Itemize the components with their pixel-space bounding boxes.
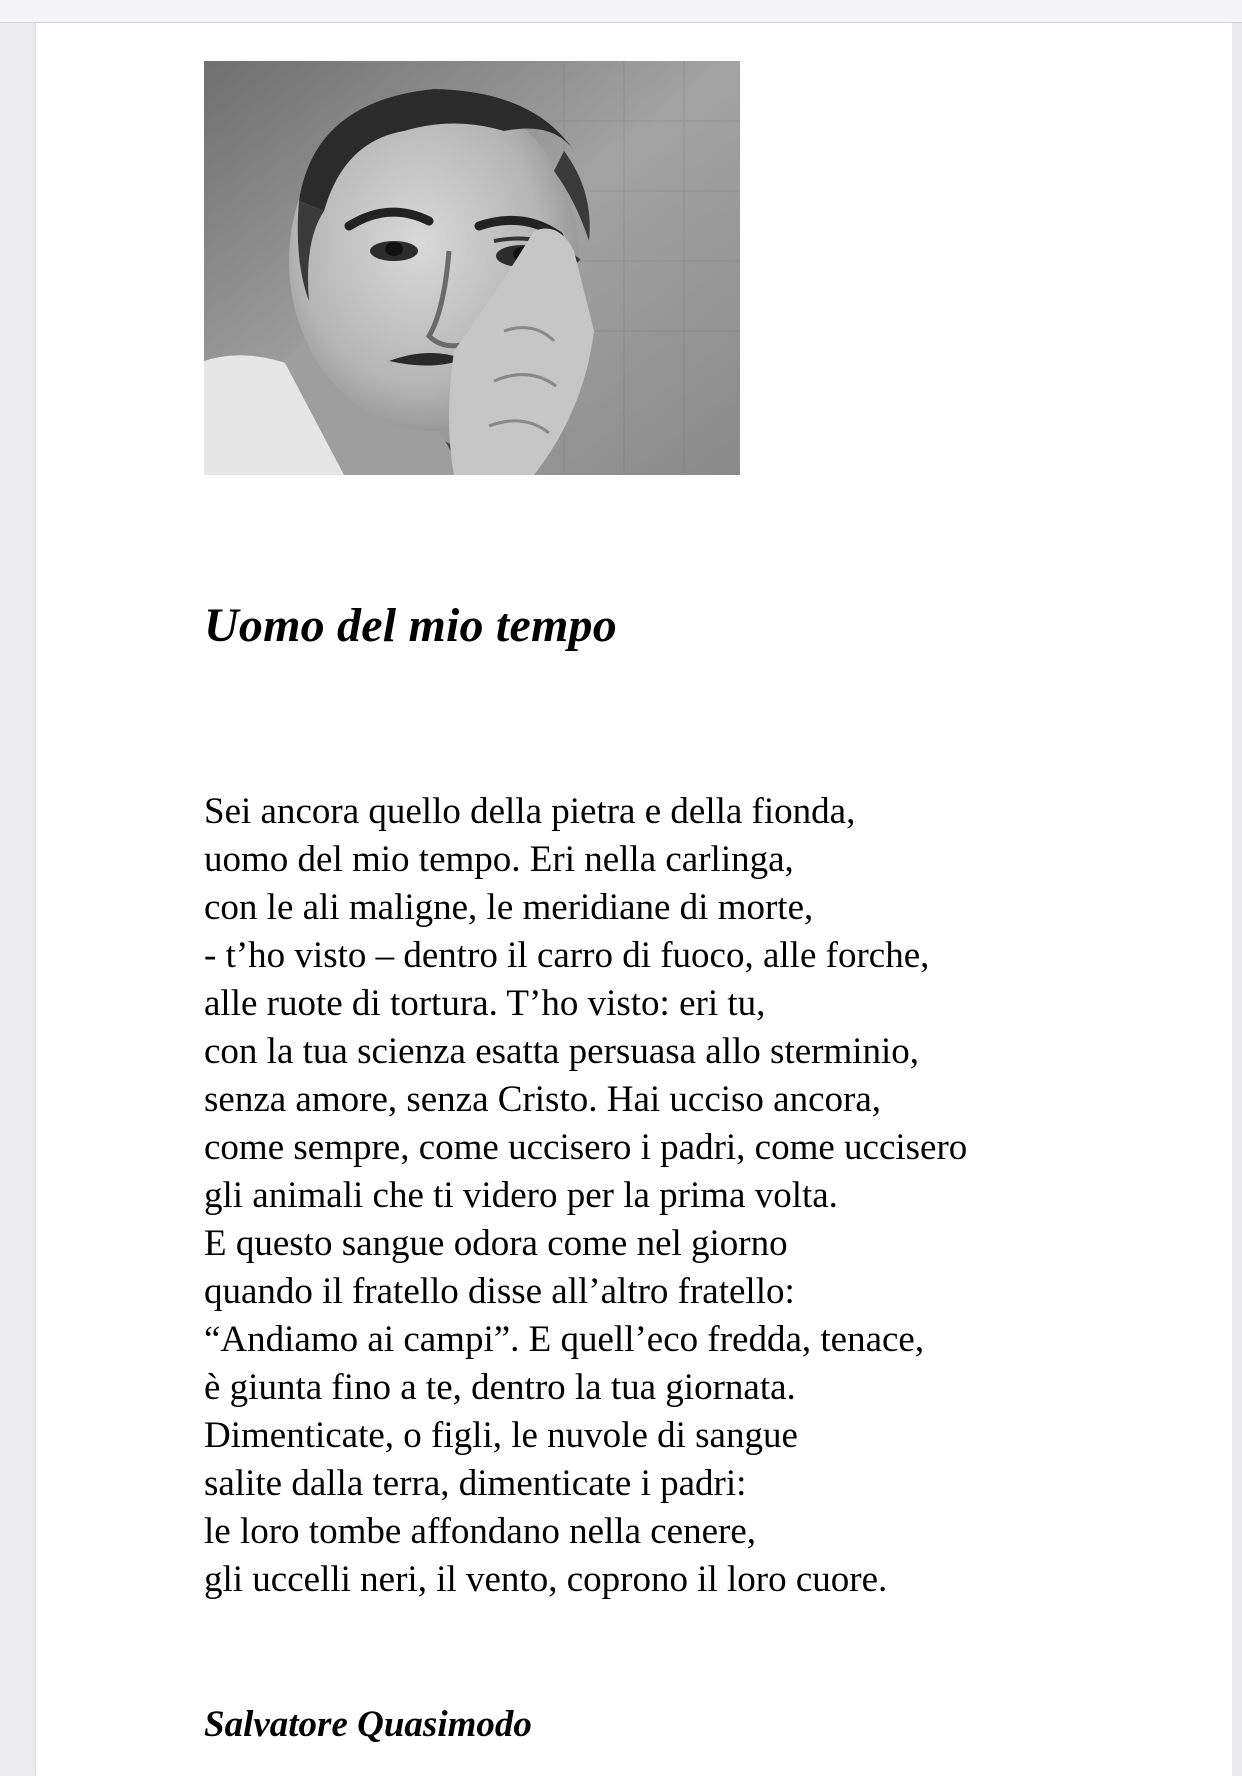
poem-line: le loro tombe affondano nella cenere, (204, 1511, 757, 1552)
poem-line: gli uccelli neri, il vento, coprono il loro cuore. (204, 1559, 888, 1600)
poem-line: è giunta fino a te, dentro la tua giornata. (204, 1367, 796, 1408)
viewer-left-gutter (0, 23, 36, 1776)
poem-line: come sempre, come uccisero i padri, come uccisero (204, 1127, 968, 1168)
poem-line: con la tua scienza esatta persuasa allo sterminio, (204, 1031, 920, 1072)
poem-line: con le ali maligne, le meridiane di morte, (204, 887, 814, 928)
poem-line: Sei ancora quello della pietra e della fionda, (204, 791, 856, 832)
viewer-top-bar (0, 0, 1242, 23)
portrait-photo (204, 61, 740, 475)
poem-line: E questo sangue odora come nel giorno (204, 1223, 788, 1264)
poem-line: uomo del mio tempo. Eri nella carlinga, (204, 839, 794, 880)
poem-line: quando il fratello disse all’altro fratello: (204, 1271, 795, 1312)
poem-line: - t’ho visto – dentro il carro di fuoco, alle forche, (204, 935, 930, 976)
poem-line: Dimenticate, o figli, le nuvole di sangue (204, 1415, 798, 1456)
poem-line: alle ruote di tortura. T’ho visto: eri tu, (204, 983, 766, 1024)
poem-line: gli animali che ti videro per la prima volta. (204, 1175, 838, 1216)
document-page (36, 23, 1232, 1776)
poem-line: salite dalla terra, dimenticate i padri: (204, 1463, 747, 1504)
poem-title: Uomo del mio tempo (204, 599, 617, 652)
poem-body (204, 788, 1204, 1604)
poem-author: Salvatore Quasimodo (204, 1704, 532, 1745)
poem-line: senza amore, senza Cristo. Hai ucciso ancora, (204, 1079, 882, 1120)
poem-line: “Andiamo ai campi”. E quell’eco fredda, tenace, (204, 1319, 925, 1360)
portrait-illustration (204, 61, 740, 475)
